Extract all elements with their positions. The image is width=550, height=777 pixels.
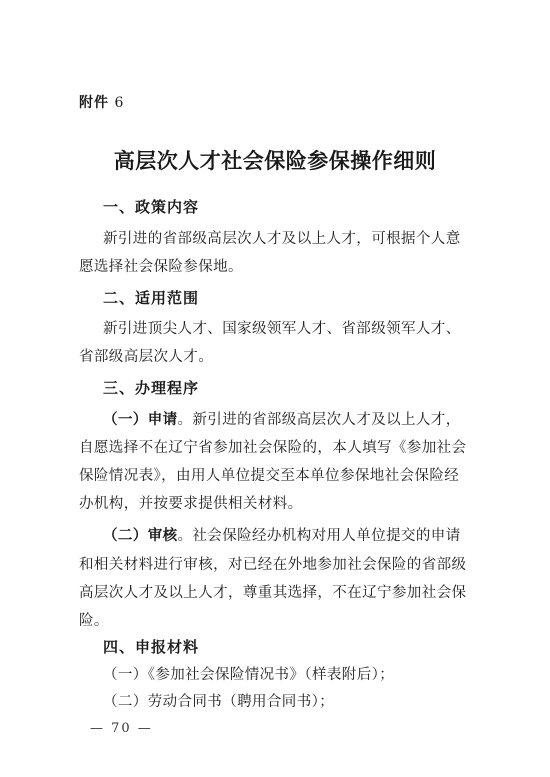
section-3-para-1-line-1 (103, 408, 461, 429)
section-3-para-1-line-2: 自愿选择不在辽宁省参加社会保险的，本人填写《参加社会 (79, 440, 467, 456)
section-3-para-1-line-3: 保险情况表》，由用人单位提交至本单位参保地社会保险经 (79, 468, 460, 484)
section-3-para-2-line-2: 和相关材料进行审核，对已经在外地参加社会保险的省部级 (79, 557, 467, 573)
section-1-heading: 一、政策内容 (103, 198, 200, 216)
section-2-line-2: 省部级高层次人才。 (79, 349, 214, 365)
section-3-para-1-line-4: 办机构，并按要求提供相关材料。 (79, 496, 303, 512)
attachment-word: 附件 (79, 95, 109, 111)
step-review-text: 。社会保险经办机构对用人单位提交的申请 (177, 528, 461, 544)
section-4-item-1: （一）《参加社会保险情况书》（样表附后）； (103, 667, 395, 683)
section-4-heading: 四、申报材料 (103, 638, 200, 656)
attachment-number: 6 (114, 95, 125, 111)
section-1-line-1: 新引进的省部级高层次人才及以上人才，可根据个人意 (103, 231, 461, 247)
attachment-label (79, 92, 124, 112)
section-3-para-2-line-4: 险。 (79, 613, 109, 629)
section-4-item-2: （二）劳动合同书（聘用合同书）； (103, 694, 335, 710)
document-title: 高层次人才社会保险参保操作细则 (113, 148, 437, 173)
section-1-line-2: 愿选择社会保险参保地。 (79, 259, 243, 275)
page-number: — 70 — (90, 721, 153, 736)
section-3-para-2-line-1 (103, 524, 461, 545)
section-3-heading: 三、办理程序 (103, 379, 200, 397)
step-review-label: （二）审核 (103, 527, 178, 544)
step-apply-label: （一）申请 (103, 411, 178, 428)
section-2-heading: 二、适用范围 (103, 289, 200, 307)
section-2-line-1: 新引进顶尖人才、国家级领军人才、省部级领军人才、 (103, 321, 461, 337)
section-3-para-2-line-3: 高层次人才及以上人才，尊重其选择，不在辽宁参加社会保 (79, 585, 467, 601)
step-apply-text: 。新引进的省部级高层次人才及以上人才， (177, 412, 461, 428)
